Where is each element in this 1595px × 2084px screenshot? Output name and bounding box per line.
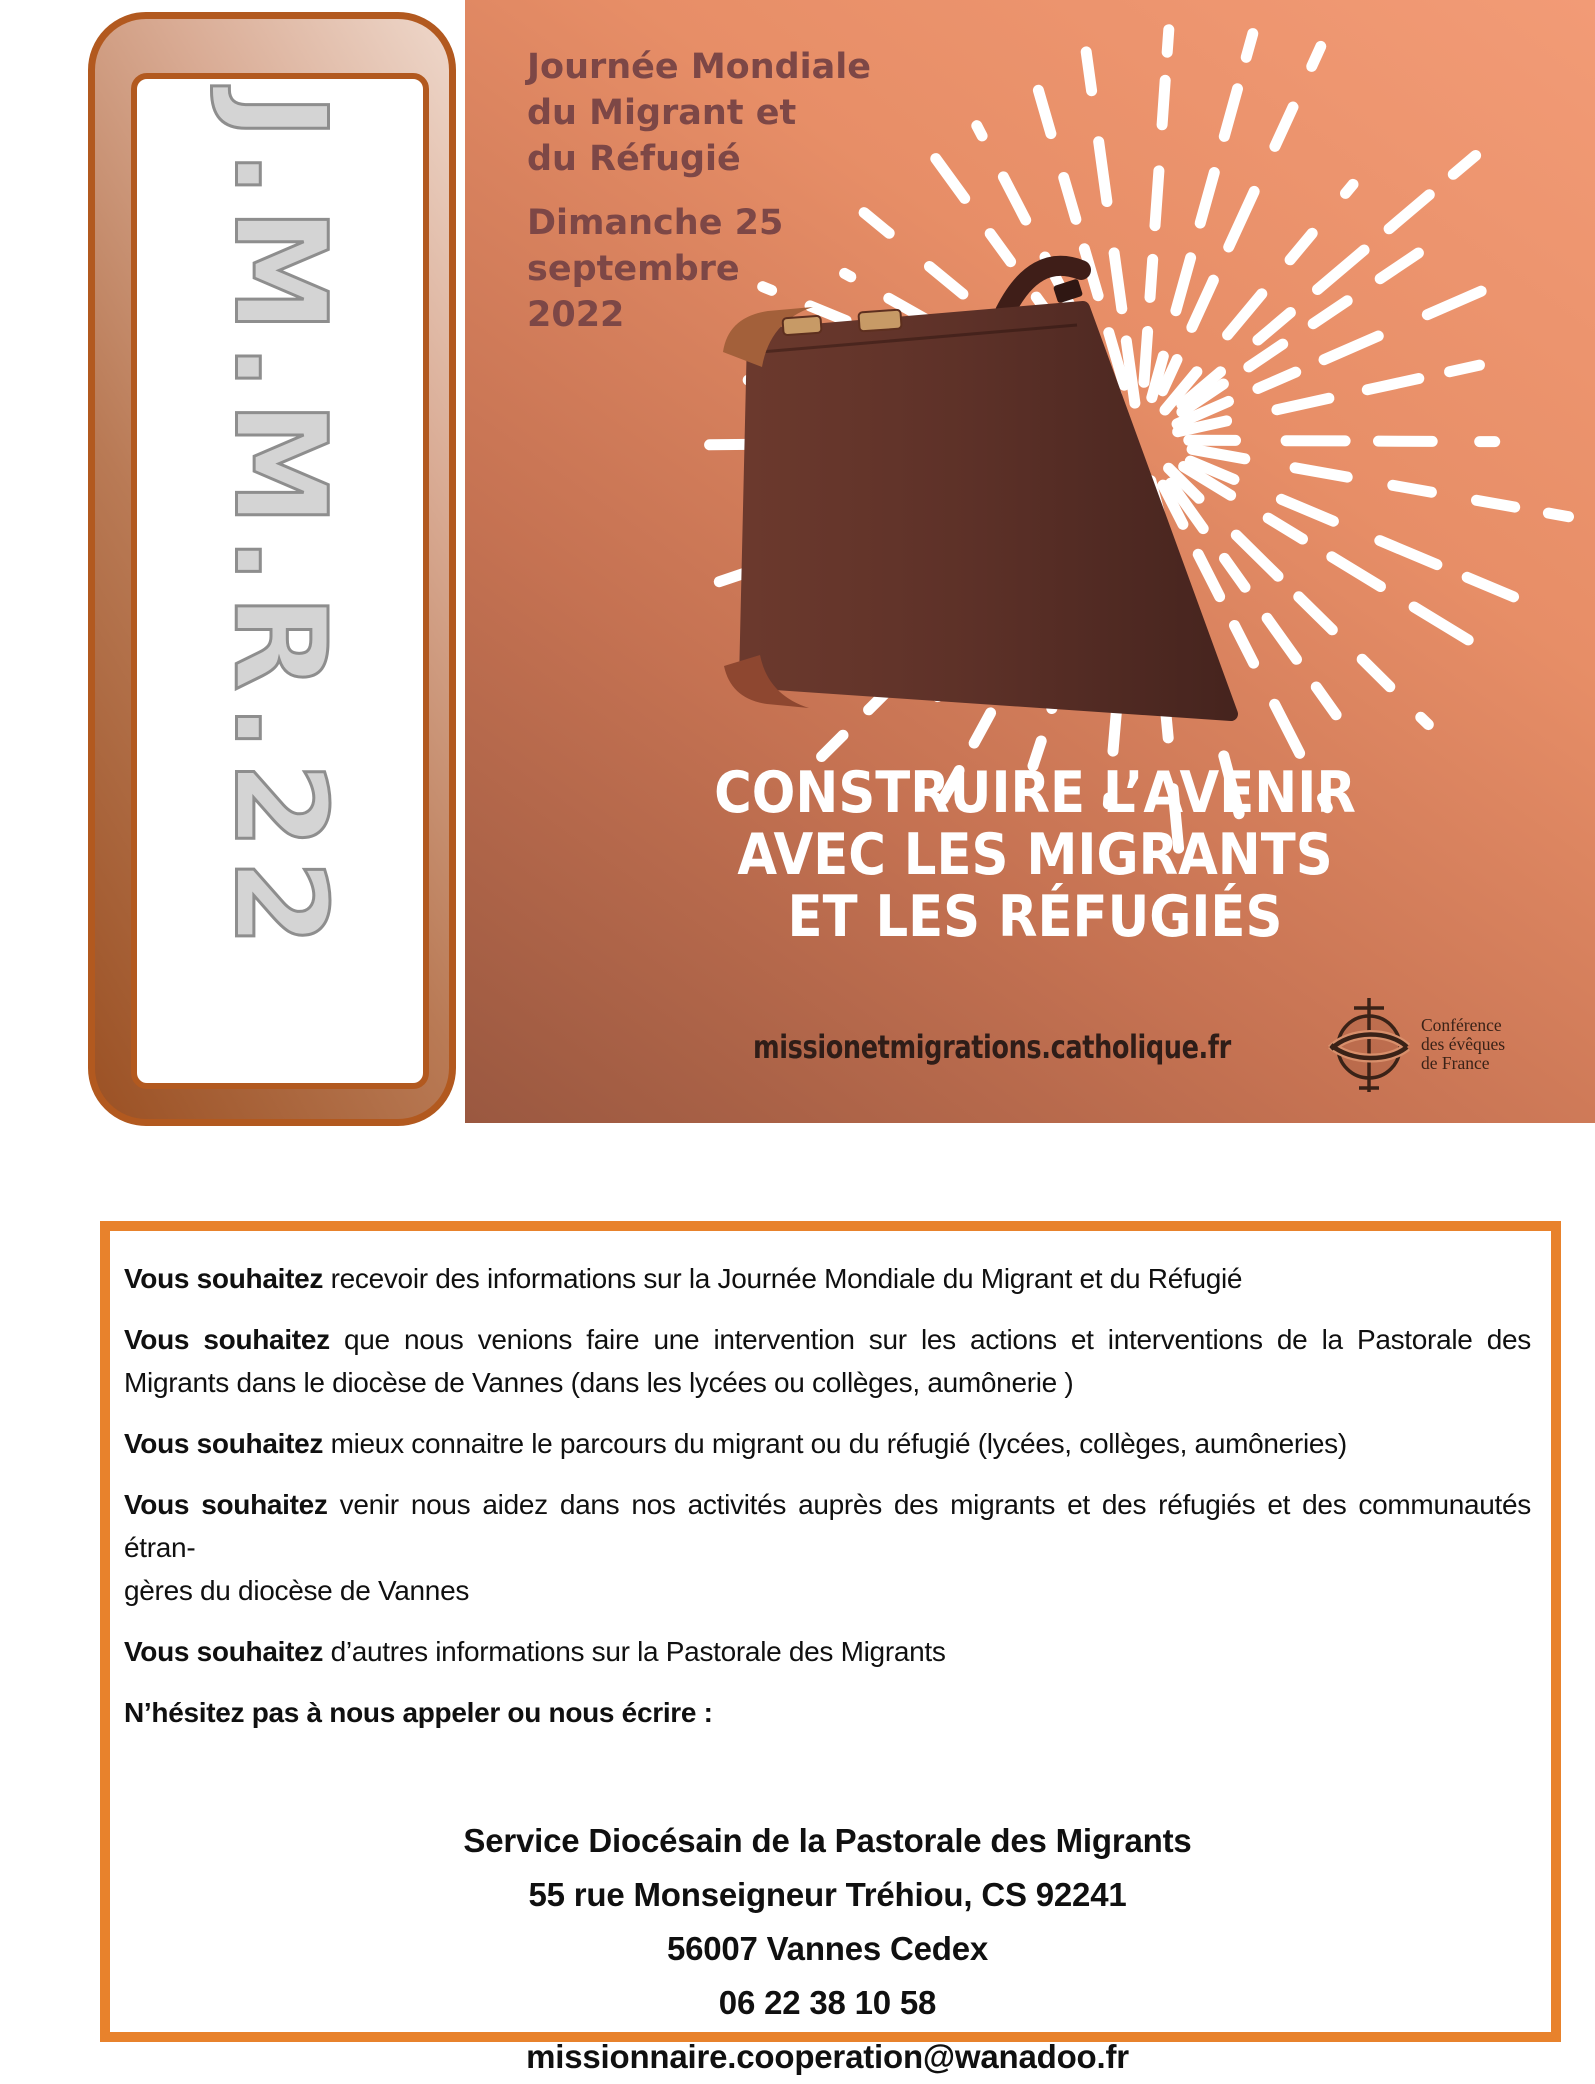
poster-title — [527, 44, 871, 182]
info-line-text: que nous venions faire une intervention sur les actions et interventions de la Pastorale des — [330, 1324, 1531, 1355]
jmmr-vertical-label: J.M.M.R.22 — [207, 93, 354, 1083]
info-line — [124, 1361, 1531, 1404]
suitcase-icon — [723, 266, 1231, 714]
info-line — [124, 1630, 1531, 1673]
info-line-text: venir nous aidez dans nos activités auprès des migrants et des réfugiés et des communautés étran- — [124, 1489, 1531, 1563]
jmmr-card-panel — [131, 73, 429, 1089]
poster-slogan-line: ET LES RÉFUGIÉS — [666, 886, 1404, 948]
contact-street-address: 55 rue Monseigneur Tréhiou, CS 92241 — [124, 1868, 1531, 1922]
info-line-text: Migrants dans le diocèse de Vannes (dans les lycées ou collèges, aumônerie ) — [124, 1367, 1073, 1398]
contact-phone: 06 22 38 10 58 — [124, 1976, 1531, 2030]
info-line-bold: Vous souhaitez — [124, 1636, 323, 1667]
info-line — [124, 1318, 1531, 1361]
poster-slogan-line: CONSTRUIRE L’AVENIR — [666, 762, 1404, 824]
info-line-text: recevoir des informations sur la Journée Mondiale du Migrant et du Réfugié — [323, 1263, 1242, 1294]
info-line-text: d’autres informations sur la Pastorale des Migrants — [323, 1636, 945, 1667]
info-line-bold: Vous souhaitez — [124, 1263, 323, 1294]
poster-date-line: septembre — [527, 246, 783, 292]
jmmr-card — [88, 12, 456, 1126]
info-line — [124, 1569, 1531, 1612]
info-line-text: mieux connaitre le parcours du migrant ou du réfugié (lycées, collèges, aumôneries) — [323, 1428, 1347, 1459]
cef-logo-text-line: de France — [1421, 1054, 1505, 1073]
contact-city: 56007 Vannes Cedex — [124, 1922, 1531, 1976]
poster-title-line: Journée Mondiale — [527, 44, 871, 90]
poster-slogan-line: AVEC LES MIGRANTS — [666, 824, 1404, 886]
info-line — [124, 1257, 1531, 1300]
info-line-bold: N’hésitez pas à nous appeler ou nous écrire : — [124, 1697, 713, 1728]
info-line-text: gères du diocèse de Vannes — [124, 1575, 469, 1606]
poster-banner — [465, 0, 1595, 1123]
contact-block — [124, 1814, 1531, 2084]
poster-title-line: du Réfugié — [527, 136, 871, 182]
website-url: missionetmigrations.catholique.fr — [753, 1028, 1231, 1066]
poster-date-line: Dimanche 25 — [527, 200, 783, 246]
poster-date — [527, 200, 783, 338]
poster-title-line: du Migrant et — [527, 90, 871, 136]
info-line-bold: Vous souhaitez — [124, 1428, 323, 1459]
cef-fish-cross-globe-icon — [1331, 998, 1407, 1092]
cef-logo-text-line: des évêques — [1421, 1035, 1505, 1054]
info-line — [124, 1483, 1531, 1569]
info-line — [124, 1422, 1531, 1465]
info-line-bold: Vous souhaitez — [124, 1324, 330, 1355]
info-line-bold: Vous souhaitez — [124, 1489, 328, 1520]
poster-date-line: 2022 — [527, 292, 783, 338]
poster-slogan — [666, 762, 1404, 948]
contact-service-name: Service Diocésain de la Pastorale des Migrants — [124, 1814, 1531, 1868]
info-box — [100, 1221, 1561, 2042]
contact-email: missionnaire.cooperation@wanadoo.fr — [124, 2030, 1531, 2084]
info-line — [124, 1691, 1531, 1734]
cef-logo-text — [1421, 1016, 1505, 1073]
cef-logo-text-line: Conférence — [1421, 1016, 1505, 1035]
